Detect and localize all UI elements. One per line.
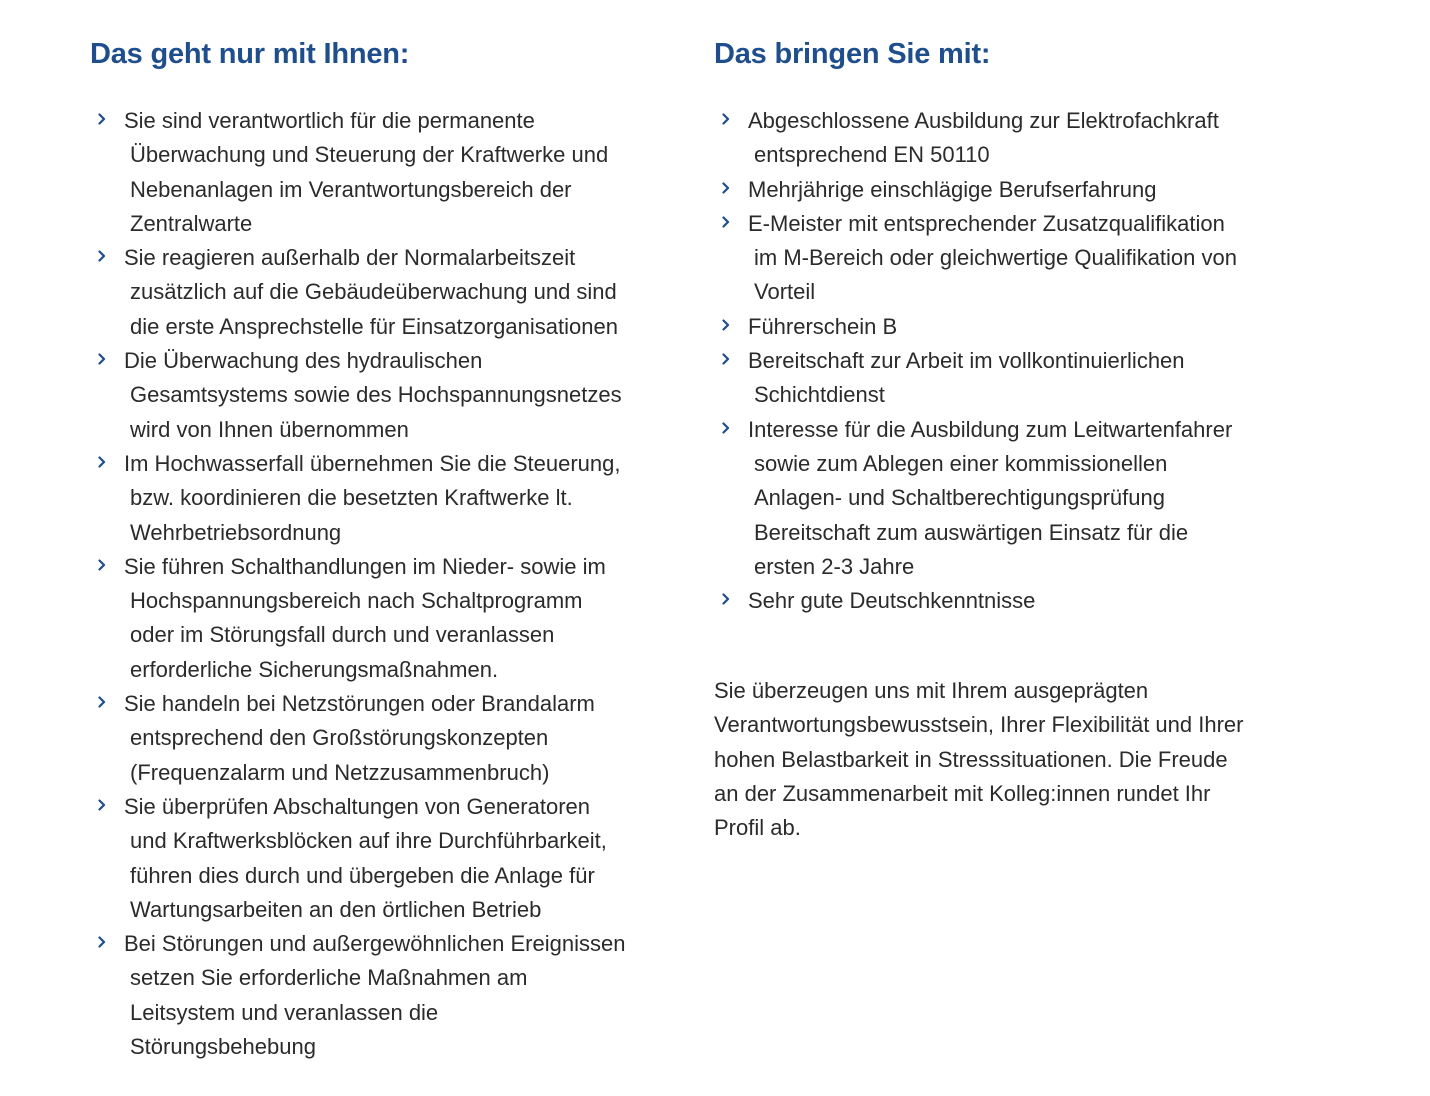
requirements-list xyxy=(714,104,1324,618)
list-item xyxy=(714,310,1324,344)
chevron-right-icon xyxy=(96,687,110,721)
chevron-right-icon xyxy=(96,927,110,961)
list-item xyxy=(90,687,690,790)
list-item-line: Zentralwarte xyxy=(130,210,253,236)
chevron-right-icon xyxy=(96,104,110,138)
chevron-right-icon xyxy=(96,447,110,481)
list-item-line: Störungsbehebung xyxy=(130,1034,316,1060)
list-item xyxy=(714,344,1324,413)
chevron-right-icon xyxy=(720,104,734,138)
list-item xyxy=(714,207,1324,310)
list-item-line: E-Meister mit entsprechender Zusatzqualifikation xyxy=(748,210,1225,236)
list-item-line: Sie überprüfen Abschaltungen von Generatoren xyxy=(124,793,590,819)
list-item-line: entsprechend EN 50110 xyxy=(754,142,990,168)
list-item-line: die erste Ansprechstelle für Einsatzorganisationen xyxy=(130,313,618,339)
list-item xyxy=(90,790,690,927)
list-item xyxy=(714,104,1324,173)
chevron-right-icon xyxy=(96,241,110,275)
list-item-line: Vorteil xyxy=(754,279,816,305)
list-item-line: wird von Ihnen übernommen xyxy=(130,416,409,442)
list-item-line: Nebenanlagen im Verantwortungsbereich der xyxy=(130,176,572,202)
list-item xyxy=(90,550,690,687)
list-item xyxy=(90,241,690,344)
list-item-line: oder im Störungsfall durch und veranlassen xyxy=(130,622,555,648)
list-item xyxy=(714,413,1324,584)
requirements-heading: Das bringen Sie mit: xyxy=(714,38,991,70)
paragraph-line: Sie überzeugen uns mit Ihrem ausgeprägten xyxy=(714,678,1149,703)
list-item-line: bzw. koordinieren die besetzten Kraftwerke lt. xyxy=(130,485,573,511)
chevron-right-icon xyxy=(96,344,110,378)
chevron-right-icon xyxy=(720,173,734,207)
chevron-right-icon xyxy=(720,310,734,344)
list-item-line: Wartungsarbeiten an den örtlichen Betrieb xyxy=(130,896,542,922)
list-item-line: Sehr gute Deutschkenntnisse xyxy=(748,588,1036,614)
list-item-line: Schichtdienst xyxy=(754,382,885,408)
paragraph-line: hohen Belastbarkeit in Stresssituationen. Die Freude xyxy=(714,746,1228,772)
list-item xyxy=(714,173,1324,207)
paragraph-line: Verantwortungsbewusstsein, Ihrer Flexibilität und Ihrer xyxy=(714,712,1244,738)
list-item-line: erforderliche Sicherungsmaßnahmen. xyxy=(130,656,499,682)
list-item-line: Gesamtsystems sowie des Hochspannungsnetzes xyxy=(130,382,622,408)
duties-list xyxy=(90,104,690,1064)
list-item-line: Sie handeln bei Netzstörungen oder Brandalarm xyxy=(124,691,595,717)
list-item-line: Überwachung und Steuerung der Kraftwerke und xyxy=(130,142,609,168)
list-item-line: Die Überwachung des hydraulischen xyxy=(124,348,483,374)
paragraph-line: Profil ab. xyxy=(714,815,801,841)
list-item-line: Bereitschaft zur Arbeit im vollkontinuierlichen xyxy=(748,348,1185,374)
list-item xyxy=(90,104,690,241)
list-item-line: im M-Bereich oder gleichwertige Qualifikation von xyxy=(754,245,1237,271)
paragraph-line: an der Zusammenarbeit mit Kolleg:innen rundet Ihr xyxy=(714,780,1211,806)
list-item xyxy=(90,927,690,1064)
list-item-line: Sie führen Schalthandlungen im Nieder- sowie im xyxy=(124,553,606,579)
list-item-line: Interesse für die Ausbildung zum Leitwartenfahrer xyxy=(748,416,1233,442)
list-item xyxy=(90,447,690,550)
list-item-line: entsprechend den Großstörungskonzepten xyxy=(130,725,549,751)
list-item-line: Wehrbetriebsordnung xyxy=(130,519,342,545)
list-item-line: ersten 2-3 Jahre xyxy=(754,553,915,579)
list-item-line: führen dies durch und übergeben die Anlage für xyxy=(130,862,595,888)
profile-paragraph xyxy=(714,674,1324,845)
list-item-line: Bei Störungen und außergewöhnlichen Ereignissen xyxy=(124,931,626,957)
chevron-right-icon xyxy=(720,584,734,618)
chevron-right-icon xyxy=(96,550,110,584)
list-item-line: Abgeschlossene Ausbildung zur Elektrofachkraft xyxy=(748,108,1219,133)
chevron-right-icon xyxy=(96,790,110,824)
chevron-right-icon xyxy=(720,207,734,241)
list-item-line: und Kraftwerksblöcken auf ihre Durchführbarkeit, xyxy=(130,828,607,854)
list-item-line: (Frequenzalarm und Netzzusammenbruch) xyxy=(130,759,550,785)
chevron-right-icon xyxy=(720,413,734,447)
list-item-line: Im Hochwasserfall übernehmen Sie die Steuerung, xyxy=(124,450,621,476)
duties-heading: Das geht nur mit Ihnen: xyxy=(90,38,410,70)
list-item-line: zusätzlich auf die Gebäudeüberwachung und sind xyxy=(130,279,617,305)
list-item-line: Sie reagieren außerhalb der Normalarbeitszeit xyxy=(124,245,576,271)
list-item-line: Bereitschaft zum auswärtigen Einsatz für die xyxy=(754,519,1189,545)
list-item-line: Leitsystem und veranlassen die xyxy=(130,999,439,1025)
list-item xyxy=(714,584,1324,618)
list-item-line: Hochspannungsbereich nach Schaltprogramm xyxy=(130,588,583,614)
list-item xyxy=(90,344,690,447)
list-item-line: Anlagen- und Schaltberechtigungsprüfung xyxy=(754,485,1165,511)
list-item-line: Sie sind verantwortlich für die permanente xyxy=(124,108,535,133)
list-item-line: Mehrjährige einschlägige Berufserfahrung xyxy=(748,176,1157,202)
list-item-line: setzen Sie erforderliche Maßnahmen am xyxy=(130,965,528,991)
list-item-line: Führerschein B xyxy=(748,313,898,339)
list-item-line: sowie zum Ablegen einer kommissionellen xyxy=(754,450,1168,476)
chevron-right-icon xyxy=(720,344,734,378)
